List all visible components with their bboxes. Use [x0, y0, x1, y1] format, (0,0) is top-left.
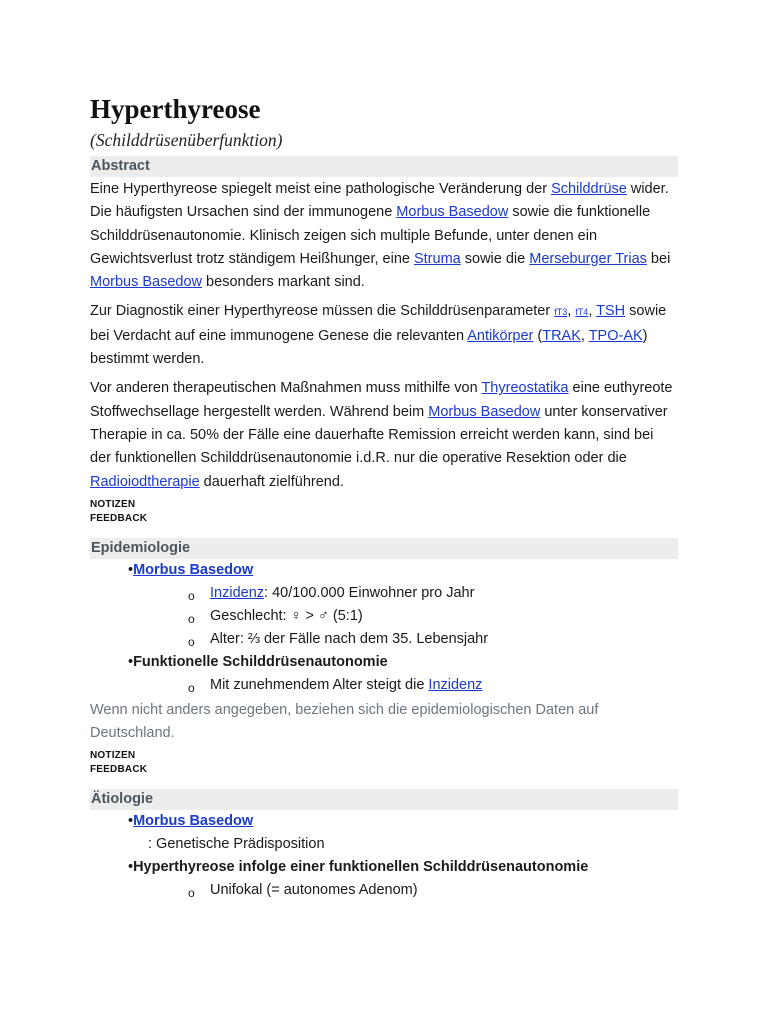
link-struma[interactable]: Struma [413, 250, 461, 267]
bullet: • [128, 858, 134, 875]
text: eine euthyreote Stoffwechsellage hergestellt werden. Während beim [90, 380, 673, 420]
section-header-epidemiologie: Epidemiologie [90, 538, 678, 559]
text: , [567, 303, 576, 320]
list-item [90, 856, 678, 879]
subitem-text: Geschlecht: ♀ > ♂ (5:1) [210, 607, 363, 624]
text: , [588, 303, 597, 320]
list-subitem [90, 582, 678, 605]
link-inzidenz[interactable]: Inzidenz [210, 584, 265, 601]
text: Mit zunehmendem Alter steigt die [210, 676, 429, 693]
item-text: Hyperthyreose infolge einer funktionellen Schilddrüsenautonomie [133, 858, 589, 875]
text: sowie die [460, 250, 530, 267]
list-subitem [90, 628, 678, 651]
circle-bullet: o [188, 588, 195, 603]
text: Vor anderen therapeutischen Maßnahmen muss mithilfe von [90, 380, 482, 397]
link-inzidenz[interactable]: Inzidenz [428, 676, 483, 693]
epidemiologie-note: Wenn nicht anders angegeben, beziehen sich die epidemiologischen Daten auf Deutschland. [90, 701, 599, 741]
text: sowie bei Verdacht auf eine immunogene Genese die relevanten [90, 303, 667, 344]
epidemiologie-actions [90, 749, 678, 777]
text: wider. Die häufigsten Ursachen sind der immunogene [90, 181, 669, 221]
link-morbus-basedow[interactable]: Morbus Basedow [90, 274, 203, 291]
subitem-text [188, 585, 474, 601]
link-merseburger-trias[interactable]: Merseburger Trias [529, 250, 647, 267]
subitem-text: Alter: ⅔ der Fälle nach dem 35. Lebensjahr [210, 630, 489, 647]
text: Eine Hyperthyreose spiegelt meist eine pathologische Veränderung der [90, 181, 552, 197]
text: bei [646, 250, 671, 267]
link-ft3[interactable]: fT3 [554, 307, 568, 318]
link-trak[interactable]: TRAK [542, 327, 581, 344]
section-header-abstract: Abstract [90, 156, 678, 177]
aetiologie-list [90, 810, 678, 902]
link-morbus-basedow[interactable]: Morbus Basedow [396, 204, 509, 221]
text: dauerhaft zielführend. [199, 473, 344, 490]
link-schilddruese[interactable]: Schilddrüse [551, 181, 627, 197]
text: besonders markant sind. [202, 274, 365, 291]
feedback-link[interactable]: FEEDBACK [90, 512, 148, 524]
text: , [580, 327, 589, 344]
notizen-link[interactable]: NOTIZEN [90, 498, 136, 510]
spacer [90, 526, 678, 538]
link-morbus-basedow[interactable]: Morbus Basedow [133, 812, 254, 829]
list-subitem [90, 605, 678, 628]
article [90, 92, 678, 902]
list-item [90, 810, 678, 833]
page-subtitle: (Schilddrüsenüberfunktion) [90, 130, 283, 150]
circle-bullet: o [188, 634, 195, 649]
list-subitem [90, 879, 678, 902]
abstract-paragraph-1 [90, 178, 678, 294]
section-header-aetiologie: Ätiologie [90, 789, 678, 810]
notizen-link[interactable]: NOTIZEN [90, 749, 136, 761]
text: Zur Diagnostik einer Hyperthyreose müssen die Schilddrüsenparameter [90, 303, 555, 320]
circle-bullet: o [188, 885, 195, 900]
epidemiologie-list [90, 559, 678, 697]
circle-bullet: o [188, 680, 195, 695]
text: : 40/100.000 Einwohner pro Jahr [264, 584, 475, 601]
list-subitem: : Genetische Prädisposition [148, 835, 325, 852]
link-tpo-ak[interactable]: TPO-AK [588, 327, 643, 344]
bullet: • [128, 653, 134, 670]
text: unter konservativer Therapie in ca. 50% der Fälle eine dauerhafte Remission erreicht werden kann, sind bei der funktionellen Schilddrüsenautonomie i.d.R. nur die operative Resektion oder die [90, 403, 668, 467]
link-radioiodtherapie[interactable]: Radioiodtherapie [90, 473, 200, 490]
feedback-link[interactable]: FEEDBACK [90, 763, 148, 775]
text: ( [533, 327, 543, 344]
item-text: Funktionelle Schilddrüsenautonomie [133, 653, 388, 670]
circle-bullet: o [188, 611, 195, 626]
list-item [90, 651, 678, 674]
link-morbus-basedow[interactable]: Morbus Basedow [133, 561, 254, 578]
link-antikoerper[interactable]: Antikörper [467, 327, 534, 344]
text: sowie die funktionelle Schilddrüsenautonomie. Klinisch zeigen sich multiple Befunde, unter denen ein Gewichtsverlust trotz ständigem Heißhunger, eine [90, 204, 651, 267]
bullet: • [128, 812, 134, 829]
list-item [90, 559, 678, 582]
subitem-text [188, 677, 482, 693]
page-title: Hyperthyreose [90, 94, 261, 124]
link-tsh[interactable]: TSH [596, 303, 626, 320]
abstract-actions [90, 498, 678, 526]
link-thyreostatika[interactable]: Thyreostatika [481, 380, 569, 397]
subitem-text: Unifokal (= autonomes Adenom) [210, 881, 418, 898]
spacer [90, 777, 678, 789]
link-morbus-basedow[interactable]: Morbus Basedow [428, 403, 541, 420]
abstract-paragraph-3 [90, 377, 678, 493]
text: ) bestimmt werden. [90, 327, 648, 368]
list-subitem [90, 674, 678, 697]
abstract-paragraph-2 [90, 300, 678, 371]
bullet: • [128, 561, 134, 578]
link-ft4[interactable]: fT4 [575, 307, 589, 318]
